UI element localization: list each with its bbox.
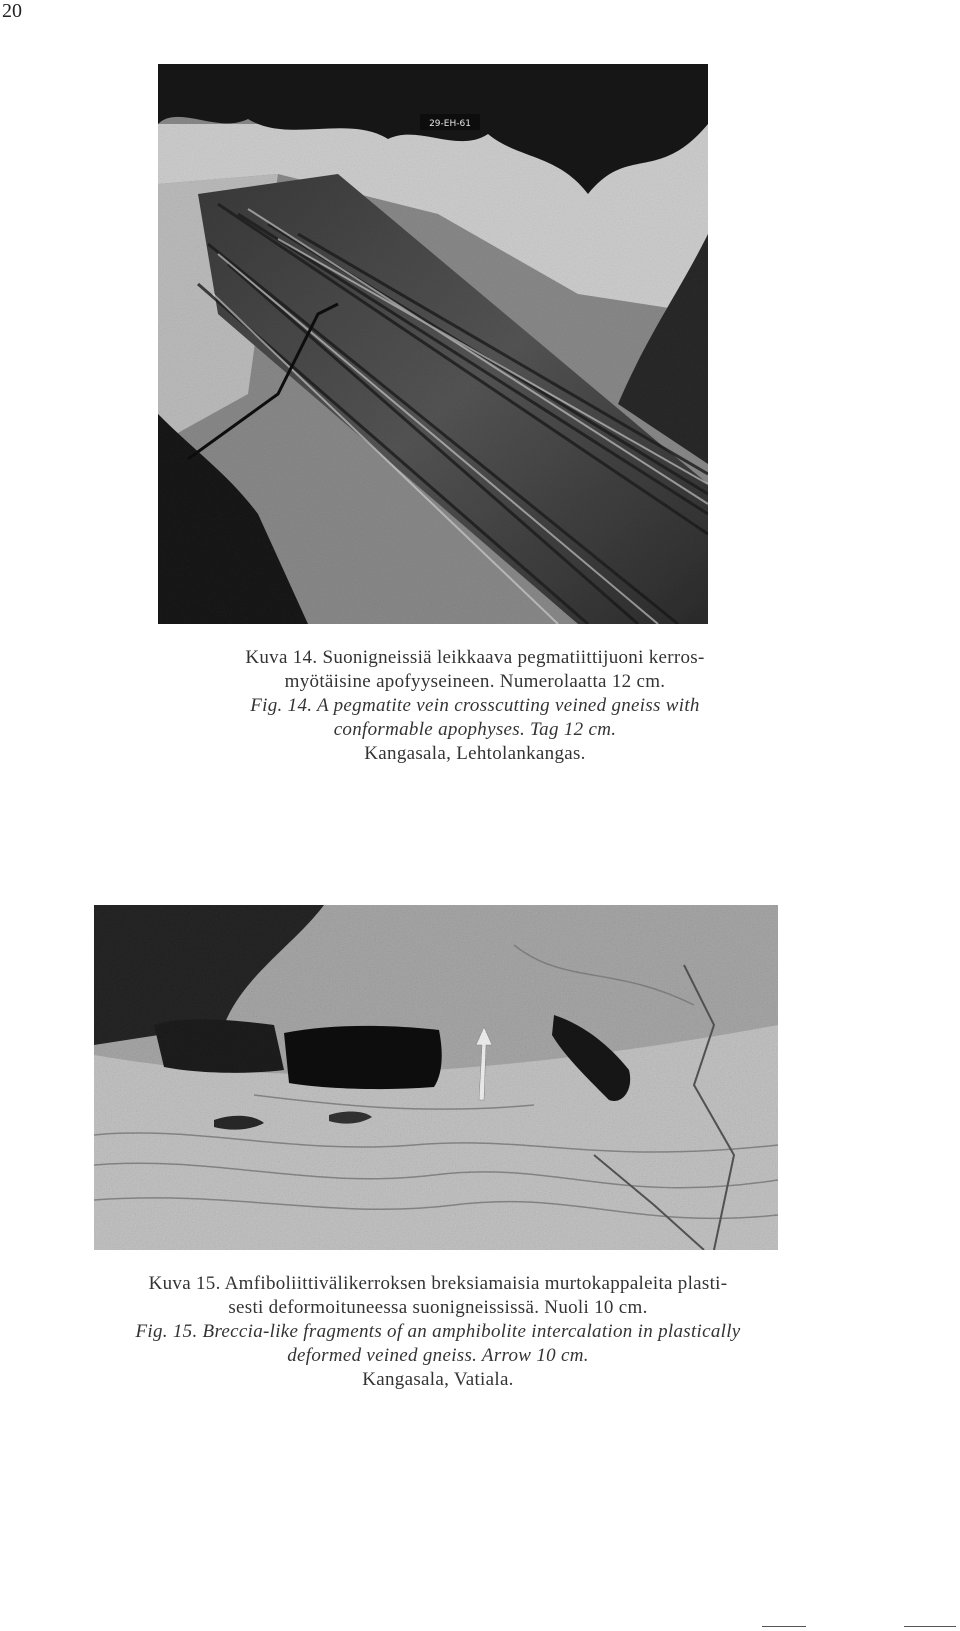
caption-en-line: Fig. 14. A pegmatite vein crosscutting veined gneiss with bbox=[250, 695, 700, 716]
caption-en-line: deformed veined gneiss. Arrow 10 cm. bbox=[287, 1345, 589, 1366]
page-number: 20 bbox=[2, 0, 22, 22]
footer-rule bbox=[762, 1626, 806, 1627]
caption-fi-line: sesti deformoituneessa suonigneississä. Nuoli 10 cm. bbox=[228, 1297, 648, 1318]
photo-tag-label: 29-EH-61 bbox=[429, 119, 471, 129]
caption-location: Kangasala, Vatiala. bbox=[362, 1369, 514, 1390]
footer-rule bbox=[904, 1626, 956, 1627]
figure-15-photo bbox=[94, 905, 778, 1250]
caption-fi-line: Kuva 15. Amfiboliittivälikerroksen breksiamaisia murtokappaleita plasti- bbox=[148, 1273, 728, 1294]
figure-14-caption bbox=[150, 646, 800, 766]
caption-en-line: conformable apophyses. Tag 12 cm. bbox=[333, 719, 617, 740]
caption-fi-line: myötäisine apofyyseineen. Numerolaatta 12 cm. bbox=[284, 671, 666, 692]
caption-fi-line: Kuva 14. Suonigneissiä leikkaava pegmatiittijuoni kerros- bbox=[245, 647, 705, 668]
caption-en-line: Fig. 15. Breccia-like fragments of an amphibolite intercalation in plastically bbox=[135, 1321, 741, 1342]
caption-location: Kangasala, Lehtolankangas. bbox=[364, 743, 586, 764]
figure-14-photo bbox=[158, 64, 708, 624]
figure-15-caption bbox=[80, 1272, 796, 1392]
